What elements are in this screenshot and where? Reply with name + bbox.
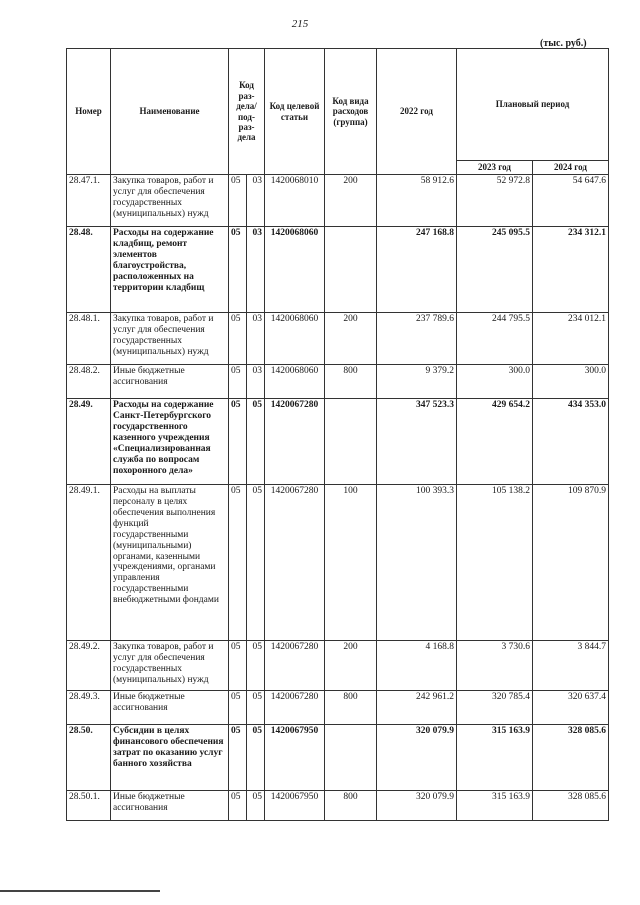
page-number: 215: [291, 18, 309, 30]
row-subsection-code: 05: [247, 725, 265, 791]
row-name: Закупка товаров, работ и услуг для обеспечения государственных (муниципальных) нужд: [111, 175, 229, 227]
row-value-2022: 320 079.9: [377, 791, 457, 821]
row-number: 28.49.2.: [67, 641, 111, 691]
row-expense-type: [325, 725, 377, 791]
row-number: 28.48.1.: [67, 313, 111, 365]
row-name: Расходы на содержание кладбищ, ремонт элементов благоустройства, расположенных на территории кладбищ: [111, 227, 229, 313]
row-expense-type: 200: [325, 175, 377, 227]
row-expense-type: 100: [325, 485, 377, 641]
header-target: Код целевой статьи: [265, 49, 325, 175]
row-number: 28.50.1.: [67, 791, 111, 821]
row-number: 28.48.: [67, 227, 111, 313]
row-target-code: 1420067280: [265, 641, 325, 691]
row-value-2023: 105 138.2: [457, 485, 533, 641]
table-row: [67, 175, 609, 227]
row-value-2024: 320 637.4: [533, 691, 609, 725]
row-subsection-code: 03: [247, 313, 265, 365]
row-value-2023: 244 795.5: [457, 313, 533, 365]
row-value-2024: 234 312.1: [533, 227, 609, 313]
row-value-2024: 328 085.6: [533, 725, 609, 791]
row-expense-type: 800: [325, 365, 377, 399]
row-section-code: 05: [229, 399, 247, 485]
row-value-2024: 234 012.1: [533, 313, 609, 365]
row-value-2022: 4 168.8: [377, 641, 457, 691]
row-target-code: 1420068060: [265, 313, 325, 365]
row-value-2023: 315 163.9: [457, 725, 533, 791]
row-target-code: 1420068060: [265, 227, 325, 313]
header-expense-type: Код вида расходов (группа): [325, 49, 377, 175]
row-name: Иные бюджетные ассигнования: [111, 691, 229, 725]
row-subsection-code: 05: [247, 641, 265, 691]
row-target-code: 1420067280: [265, 485, 325, 641]
header-year-2022: 2022 год: [377, 49, 457, 175]
header-name: Наименование: [111, 49, 229, 175]
row-name: Иные бюджетные ассигнования: [111, 365, 229, 399]
row-expense-type: 800: [325, 691, 377, 725]
table-row: [67, 725, 609, 791]
budget-table: [66, 48, 609, 821]
row-name: Закупка товаров, работ и услуг для обеспечения государственных (муниципальных) нужд: [111, 641, 229, 691]
row-name: Субсидии в целях финансового обеспечения затрат по оказанию услуг банного хозяйства: [111, 725, 229, 791]
table-row: [67, 691, 609, 725]
row-target-code: 1420067280: [265, 691, 325, 725]
row-value-2022: 9 379.2: [377, 365, 457, 399]
scan-edge-line: [0, 890, 160, 892]
row-subsection-code: 03: [247, 365, 265, 399]
row-value-2022: 237 789.6: [377, 313, 457, 365]
row-number: 28.49.1.: [67, 485, 111, 641]
row-value-2024: 54 647.6: [533, 175, 609, 227]
units-label: (тыс. руб.): [540, 38, 587, 49]
row-value-2024: 434 353.0: [533, 399, 609, 485]
table-row: [67, 399, 609, 485]
row-section-code: 05: [229, 485, 247, 641]
row-subsection-code: 05: [247, 485, 265, 641]
row-subsection-code: 05: [247, 691, 265, 725]
table-row: [67, 313, 609, 365]
row-expense-type: 800: [325, 791, 377, 821]
row-name: Расходы на содержание Санкт-Петербургского государственного казенного учреждения «Специализированная служба по вопросам похоронного дела»: [111, 399, 229, 485]
row-target-code: 1420067280: [265, 399, 325, 485]
row-value-2023: 429 654.2: [457, 399, 533, 485]
row-value-2023: 3 730.6: [457, 641, 533, 691]
row-value-2023: 300.0: [457, 365, 533, 399]
row-number: 28.50.: [67, 725, 111, 791]
row-subsection-code: 03: [247, 227, 265, 313]
header-number: Номер: [67, 49, 111, 175]
header-year-2024: 2024 год: [533, 161, 609, 175]
row-value-2023: 52 972.8: [457, 175, 533, 227]
row-number: 28.49.3.: [67, 691, 111, 725]
row-subsection-code: 03: [247, 175, 265, 227]
row-value-2022: 58 912.6: [377, 175, 457, 227]
row-subsection-code: 05: [247, 399, 265, 485]
table-row: [67, 641, 609, 691]
row-section-code: 05: [229, 227, 247, 313]
row-target-code: 1420068060: [265, 365, 325, 399]
row-section-code: 05: [229, 791, 247, 821]
row-expense-type: [325, 399, 377, 485]
row-value-2024: 3 844.7: [533, 641, 609, 691]
row-value-2022: 347 523.3: [377, 399, 457, 485]
row-target-code: 1420067950: [265, 725, 325, 791]
table-row: [67, 791, 609, 821]
row-target-code: 1420068010: [265, 175, 325, 227]
row-value-2024: 109 870.9: [533, 485, 609, 641]
row-number: 28.47.1.: [67, 175, 111, 227]
row-section-code: 05: [229, 313, 247, 365]
row-value-2022: 247 168.8: [377, 227, 457, 313]
row-section-code: 05: [229, 175, 247, 227]
row-value-2024: 328 085.6: [533, 791, 609, 821]
table-row: [67, 485, 609, 641]
row-section-code: 05: [229, 365, 247, 399]
header-section: Код раз-дела/ под-раз-дела: [229, 49, 265, 175]
row-target-code: 1420067950: [265, 791, 325, 821]
row-value-2022: 242 961.2: [377, 691, 457, 725]
header-year-2023: 2023 год: [457, 161, 533, 175]
row-expense-type: 200: [325, 641, 377, 691]
row-name: Расходы на выплаты персоналу в целях обеспечения выполнения функций государственными (муниципальными) органами, казенными учреждениями, органами управления государственными внебюджетными фондами: [111, 485, 229, 641]
row-section-code: 05: [229, 725, 247, 791]
row-value-2023: 320 785.4: [457, 691, 533, 725]
row-name: Иные бюджетные ассигнования: [111, 791, 229, 821]
row-section-code: 05: [229, 641, 247, 691]
row-expense-type: [325, 227, 377, 313]
row-value-2023: 315 163.9: [457, 791, 533, 821]
row-section-code: 05: [229, 691, 247, 725]
table-row: [67, 227, 609, 313]
row-value-2022: 100 393.3: [377, 485, 457, 641]
row-number: 28.49.: [67, 399, 111, 485]
row-value-2023: 245 095.5: [457, 227, 533, 313]
table-row: [67, 365, 609, 399]
row-expense-type: 200: [325, 313, 377, 365]
row-value-2024: 300.0: [533, 365, 609, 399]
row-number: 28.48.2.: [67, 365, 111, 399]
row-name: Закупка товаров, работ и услуг для обеспечения государственных (муниципальных) нужд: [111, 313, 229, 365]
row-subsection-code: 05: [247, 791, 265, 821]
header-planning-period: Плановый период: [457, 49, 609, 161]
row-value-2022: 320 079.9: [377, 725, 457, 791]
